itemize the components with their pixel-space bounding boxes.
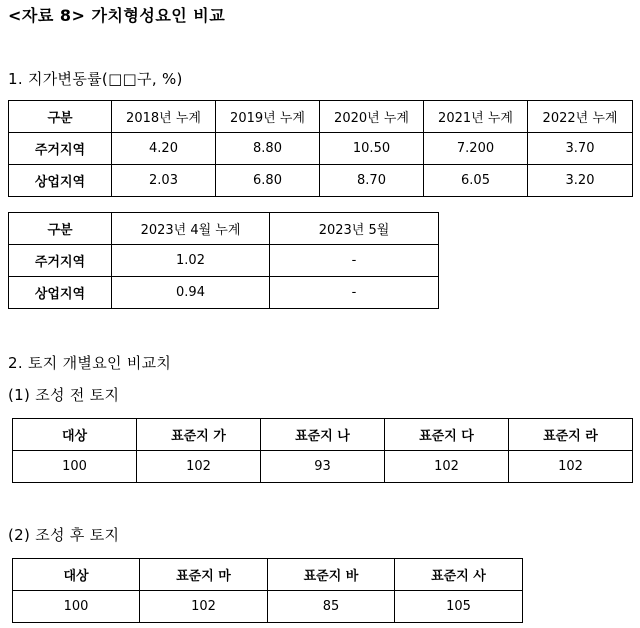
header-cell: 표준지 바 [268, 559, 395, 591]
table-cell: 100 [13, 451, 137, 483]
table-header-row [13, 419, 633, 451]
table-cell: 2.03 [112, 165, 216, 197]
header-cell: 2020년 누계 [320, 101, 424, 133]
table-row [13, 451, 633, 483]
table-cell: - [270, 277, 439, 309]
table-cell: 6.05 [424, 165, 528, 197]
table-cell: 0.94 [112, 277, 270, 309]
land-price-change-table-2023 [8, 212, 439, 309]
section1-heading: 1. 지가변동률(□□구, %) [8, 70, 183, 88]
table-row [13, 591, 523, 623]
table-row [9, 277, 439, 309]
sub1-heading: (1) 조성 전 토지 [8, 386, 120, 404]
row-label: 주거지역 [9, 245, 112, 277]
table-cell: 3.70 [528, 133, 633, 165]
table-header-row [9, 101, 633, 133]
table-row [9, 245, 439, 277]
post-development-comparison-table [12, 558, 523, 623]
table-cell: 85 [268, 591, 395, 623]
header-cell: 2021년 누계 [424, 101, 528, 133]
table-cell: 105 [395, 591, 523, 623]
table-cell: 100 [13, 591, 140, 623]
header-cell: 대상 [13, 559, 140, 591]
page-title: <자료 8> 가치형성요인 비교 [8, 6, 226, 25]
table-cell: 8.80 [216, 133, 320, 165]
table-cell: 102 [137, 451, 261, 483]
table-cell: 3.20 [528, 165, 633, 197]
row-label: 상업지역 [9, 165, 112, 197]
header-cell: 표준지 사 [395, 559, 523, 591]
row-label: 상업지역 [9, 277, 112, 309]
header-cell: 표준지 가 [137, 419, 261, 451]
table-cell: 102 [509, 451, 633, 483]
header-cell: 표준지 라 [509, 419, 633, 451]
table-cell: 1.02 [112, 245, 270, 277]
table-cell: 102 [140, 591, 268, 623]
header-cell: 구분 [9, 101, 112, 133]
header-cell: 표준지 다 [385, 419, 509, 451]
header-cell: 표준지 마 [140, 559, 268, 591]
table-header-row [9, 213, 439, 245]
header-cell: 2022년 누계 [528, 101, 633, 133]
header-cell: 표준지 나 [261, 419, 385, 451]
table-cell: 8.70 [320, 165, 424, 197]
header-cell: 구분 [9, 213, 112, 245]
row-label: 주거지역 [9, 133, 112, 165]
table-cell: 93 [261, 451, 385, 483]
pre-development-comparison-table [12, 418, 633, 483]
table-header-row [13, 559, 523, 591]
table-cell: 4.20 [112, 133, 216, 165]
table-cell: - [270, 245, 439, 277]
table-cell: 10.50 [320, 133, 424, 165]
table-cell: 6.80 [216, 165, 320, 197]
table-cell: 7.200 [424, 133, 528, 165]
table-row [9, 133, 633, 165]
table-cell: 102 [385, 451, 509, 483]
land-price-change-table-2018-2022 [8, 100, 633, 197]
header-cell: 대상 [13, 419, 137, 451]
table-row [9, 165, 633, 197]
header-cell: 2023년 4월 누계 [112, 213, 270, 245]
header-cell: 2023년 5월 [270, 213, 439, 245]
header-cell: 2018년 누계 [112, 101, 216, 133]
section2-heading: 2. 토지 개별요인 비교치 [8, 354, 172, 372]
sub2-heading: (2) 조성 후 토지 [8, 526, 120, 544]
header-cell: 2019년 누계 [216, 101, 320, 133]
